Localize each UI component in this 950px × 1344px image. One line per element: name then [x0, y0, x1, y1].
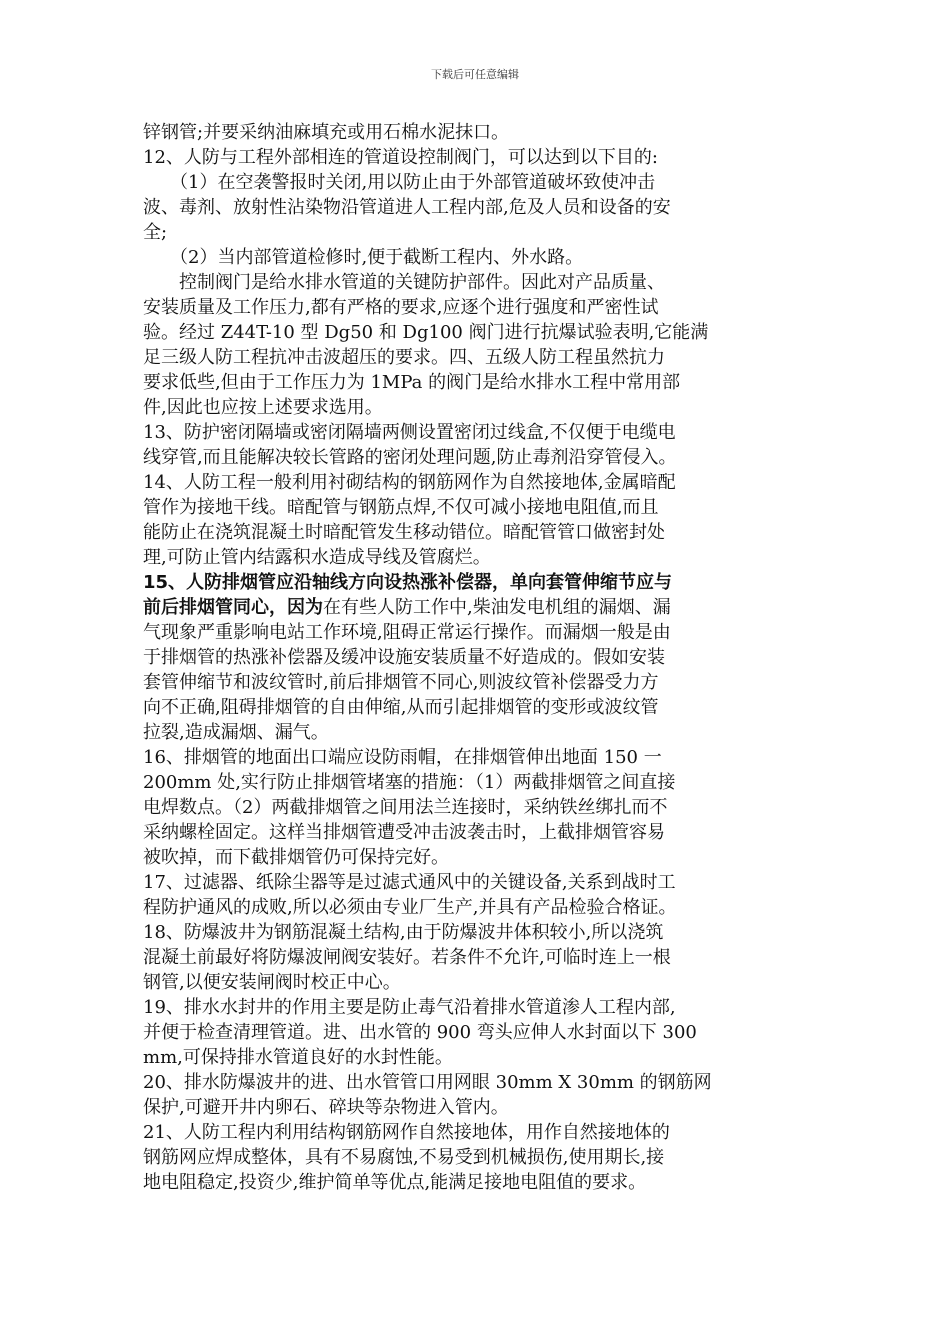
text-line: 20、排水防爆波井的进、出水管管口用网眼 30mm X 30mm 的钢筋网: [143, 1072, 712, 1093]
text-line: 200mm 处,实行防止排烟管堵塞的措施：（1）两截排烟管之间直接: [143, 772, 676, 793]
text-line: 18、防爆波井为钢筋混凝土结构,由于防爆波井体积较小,所以浇筑: [143, 922, 664, 943]
text-line: 程防护通风的成败,所以必须由专业厂生产,并具有产品检验合格证。: [143, 897, 677, 918]
text-line: 气现象严重影响电站工作环境,阻碍正常运行操作。而漏烟一般是由: [143, 622, 671, 643]
text-line: 13、防护密闭隔墙或密闭隔墙两侧设置密闭过线盒,不仅便于电缆电: [143, 422, 676, 443]
text-line: 波、毒剂、放射性沾染物沿管道进人工程内部,危及人员和设备的安: [143, 197, 671, 218]
text-line: 19、排水水封井的作用主要是防止毒气沿着排水管道渗人工程内部,: [143, 997, 676, 1018]
bold-phrase: 前后排烟管同心，因为: [143, 597, 323, 618]
text-line: 全;: [143, 222, 168, 243]
text-line: 能防止在浇筑混凝土时暗配管发生移动错位。暗配管管口做密封处: [143, 522, 665, 543]
text-line: 向不正确,阻碍排烟管的自由伸缩,从而引起排烟管的变形或波纹管: [143, 697, 659, 718]
text-line: （2）当内部管道检修时,便于截断工程内、外水路。: [143, 247, 584, 268]
text-line: 验。经过 Z44T-10 型 Dg50 和 Dg100 阀门进行抗爆试验表明,它能满: [143, 322, 709, 343]
text-line: 线穿管,而且能解决较长管路的密闭处理问题,防止毒剂沿穿管侵入。: [143, 447, 677, 468]
document-body: [143, 120, 823, 1195]
text-span: 在有些人防工作中,柴油发电机组的漏烟、漏: [323, 597, 671, 618]
text-line: 足三级人防工程抗冲击波超压的要求。四、五级人防工程虽然抗力: [143, 347, 665, 368]
text-line: 电焊数点。（2）两截排烟管之间用法兰连接时，采纳铁丝绑扎而不: [143, 797, 668, 818]
text-line: 12、人防与工程外部相连的管道设控制阀门，可以达到以下目的:: [143, 147, 658, 168]
text-line: 21、人防工程内利用结构钢筋网作自然接地体，用作自然接地体的: [143, 1122, 670, 1143]
text-line: 地电阻稳定,投资少,维护简单等优点,能满足接地电阻值的要求。: [143, 1172, 647, 1193]
text-line: 被吹掉，而下截排烟管仍可保持完好。: [143, 847, 449, 868]
text-line: 拉裂,造成漏烟、漏气。: [143, 722, 329, 743]
text-line: 混凝土前最好将防爆波闸阀安装好。若条件不允许,可临时连上一根: [143, 947, 671, 968]
text-line: 采纳螺栓固定。这样当排烟管遭受冲击波袭击时，上截排烟管容易: [143, 822, 665, 843]
text-line: 钢筋网应焊成整体，具有不易腐蚀,不易受到机械损伤,使用期长,接: [143, 1147, 665, 1168]
text-line: 14、人防工程一般利用衬砌结构的钢筋网作为自然接地体,金属暗配: [143, 472, 676, 493]
text-line: 17、过滤器、纸除尘器等是过滤式通风中的关键设备,关系到战时工: [143, 872, 676, 893]
text-line: 于排烟管的热涨补偿器及缓冲设施安装质量不好造成的。假如安装: [143, 647, 665, 668]
text-line: 理,可防止管内结露积水造成导线及管腐烂。: [143, 547, 491, 568]
text-line: 保护,可避开井内卵石、碎块等杂物进入管内。: [143, 1097, 509, 1118]
text-line: （1）在空袭警报时关闭,用以防止由于外部管道破坏致使冲击: [143, 172, 656, 193]
text-line: 并便于检查清理管道。进、出水管的 900 弯头应伸人水封面以下 300: [143, 1022, 697, 1043]
text-line: 管作为接地干线。暗配管与钢筋点焊,不仅可减小接地电阻值,而且: [143, 497, 659, 518]
text-line: 件,因此也应按上述要求选用。: [143, 397, 383, 418]
text-line: 16、排烟管的地面出口端应设防雨帽，在排烟管伸出地面 150 一: [143, 747, 662, 768]
text-line: mm,可保持排水管道良好的水封性能。: [143, 1047, 453, 1068]
text-line: 锌钢管;并要采纳油麻填充或用石棉水泥抹口。: [143, 122, 510, 143]
text-line: 要求低些,但由于工作压力为 1MPa 的阀门是给水排水工程中常用部: [143, 372, 681, 393]
text-line: 钢管,以便安装闸阀时校正中心。: [143, 972, 401, 993]
bold-heading-line: 15、人防排烟管应沿轴线方向设热涨补偿器，单向套管伸缩节应与: [143, 572, 673, 593]
mixed-line: [143, 595, 823, 620]
text-line: 控制阀门是给水排水管道的关键防护部件。因此对产品质量、: [143, 272, 665, 293]
text-line: 安装质量及工作压力,都有严格的要求,应逐个进行强度和严密性试: [143, 297, 659, 318]
page-header-note: 下载后可任意编辑: [431, 68, 519, 81]
text-line: 套管伸缩节和波纹管时,前后排烟管不同心,则波纹管补偿器受力方: [143, 672, 659, 693]
